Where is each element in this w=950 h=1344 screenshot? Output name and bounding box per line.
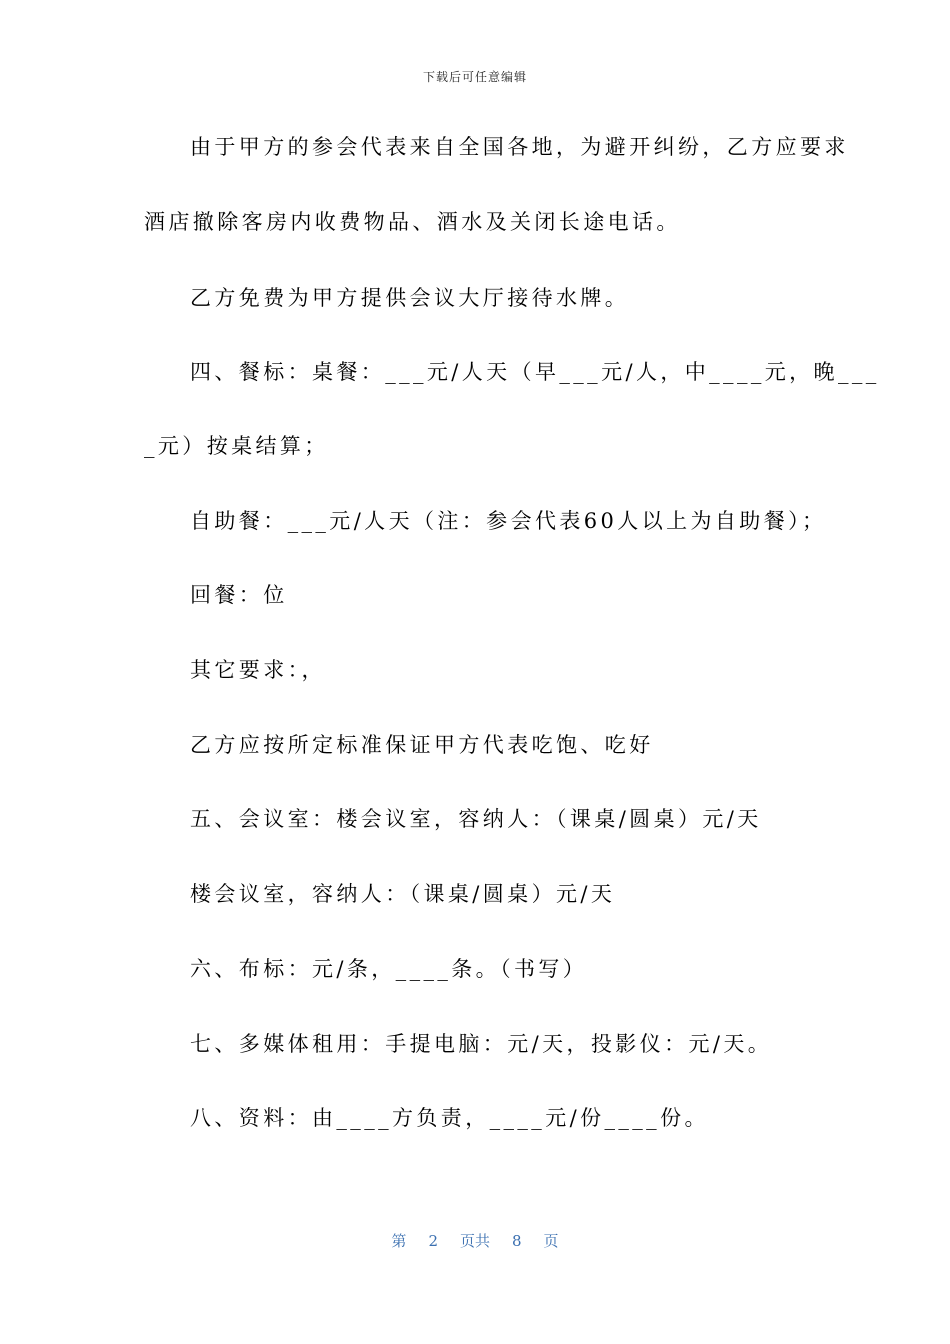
paragraph-line: 自助餐：___元/人天（注：参会代表60人以上为自助餐）；	[190, 509, 827, 533]
paragraph-line: 乙方应按所定标准保证甲方代表吃饱、吃好	[190, 733, 654, 757]
page-footer	[0, 1230, 950, 1251]
paragraph-line: 五、会议室：楼会议室，容纳人：（课桌/圆桌）元/天	[190, 807, 762, 831]
footer-page-number: 2	[428, 1232, 438, 1250]
page-header: 下载后可任意编辑	[422, 70, 527, 84]
paragraph-line: 回餐：位	[190, 583, 288, 607]
footer-middle: 页共	[459, 1232, 490, 1250]
paragraph-line: _元）按桌结算；	[144, 434, 329, 458]
paragraph-line: 由于甲方的参会代表来自全国各地，为避开纠纷，乙方应要求	[190, 135, 849, 159]
paragraph-line: 其它要求：，	[190, 658, 326, 682]
paragraph-line: 酒店撤除客房内收费物品、酒水及关闭长途电话。	[144, 210, 681, 234]
paragraph-line: 七、多媒体租用：手提电脑：元/天，投影仪：元/天。	[190, 1032, 773, 1056]
paragraph-line: 四、餐标：桌餐：___元/人天（早___元/人，中____元，晚___	[190, 360, 880, 384]
paragraph-line: 楼会议室，容纳人：（课桌/圆桌）元/天	[190, 882, 616, 906]
footer-total-pages: 8	[512, 1232, 522, 1250]
paragraph-line: 六、布标：元/条，____条。（书写）	[190, 957, 588, 981]
footer-prefix: 第	[391, 1232, 407, 1250]
paragraph-line: 八、资料：由____方负责，____元/份____份。	[190, 1106, 709, 1130]
paragraph-line: 乙方免费为甲方提供会议大厅接待水牌。	[190, 286, 630, 310]
footer-suffix: 页	[543, 1232, 559, 1250]
